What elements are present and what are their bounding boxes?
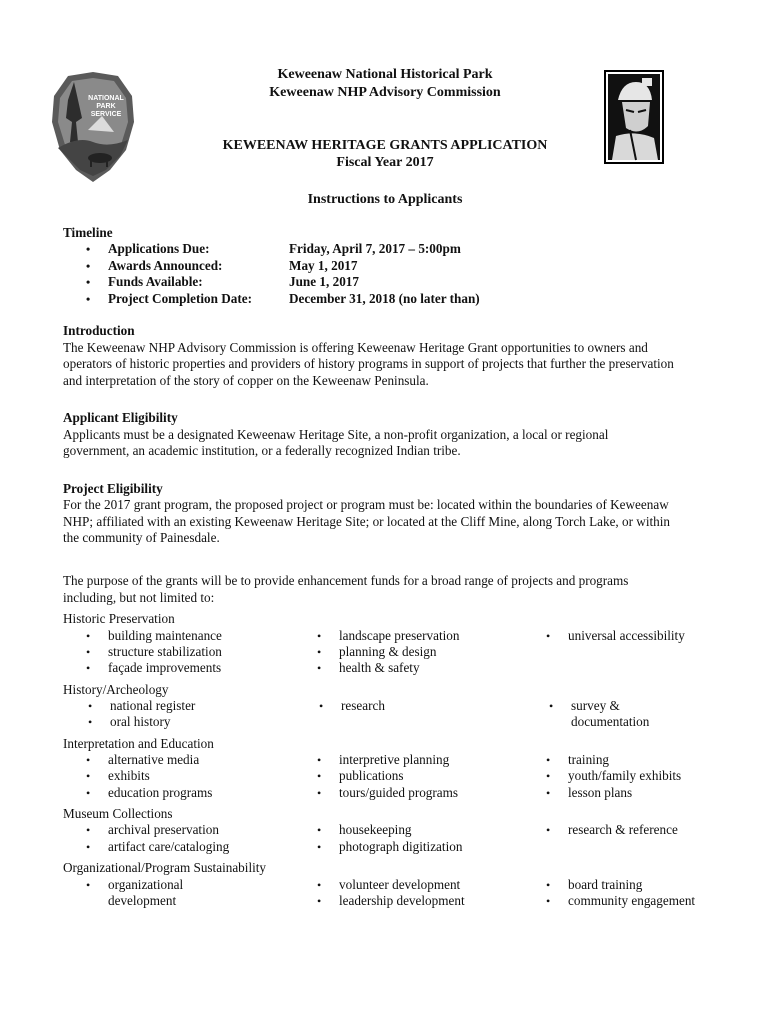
project-eligibility-line: NHP; affiliated with an existing Keweenaw Heritage Site; or located at the Cliff Mine, along Torch Lake, or within	[63, 514, 671, 529]
list-item: • landscape preservation	[339, 628, 459, 644]
list-item: • survey &	[571, 698, 620, 714]
timeline-label: • Awards Announced:	[108, 258, 222, 274]
list-item: • alternative media	[108, 752, 199, 768]
list-item: • oral history	[110, 714, 170, 730]
svg-text:SERVICE: SERVICE	[90, 111, 122, 118]
timeline-label: • Funds Available:	[108, 274, 203, 290]
list-item: • education programs	[108, 785, 212, 801]
list-item: • exhibits	[108, 768, 150, 784]
category-heading: Historic Preservation	[63, 611, 175, 626]
timeline-value: June 1, 2017	[289, 274, 359, 289]
category-heading: Interpretation and Education	[63, 736, 214, 751]
timeline-value: Friday, April 7, 2017 – 5:00pm	[289, 241, 461, 256]
introduction-line: The Keweenaw NHP Advisory Commission is offering Keweenaw Heritage Grant opportunities to owners and	[63, 340, 648, 355]
timeline-label: • Project Completion Date:	[108, 291, 252, 307]
project-eligibility-heading: Project Eligibility	[63, 481, 163, 496]
project-eligibility-line: For the 2017 grant program, the proposed project or program must be: located within the boundaries of Keweenaw	[63, 497, 669, 512]
timeline-value: May 1, 2017	[289, 258, 358, 273]
list-item: • lesson plans	[568, 785, 632, 801]
fiscal-year: Fiscal Year 2017	[336, 155, 434, 170]
category-heading: Organizational/Program Sustainability	[63, 860, 267, 875]
list-item-continuation: documentation	[571, 714, 650, 729]
list-item: • volunteer development	[339, 877, 460, 893]
introduction-line: and interpretation of the story of copper on the Keweenaw Peninsula.	[63, 373, 429, 388]
introduction-line: operators of historic properties and providers of history programs in support of projects that further the preservation	[63, 356, 674, 371]
list-item: • universal accessibility	[568, 628, 685, 644]
list-item: • leadership development	[339, 893, 465, 909]
project-eligibility-line: the community of Painesdale.	[63, 530, 220, 545]
timeline-heading: Timeline	[63, 225, 113, 240]
applicant-eligibility-line: government, an academic institution, or a federally recognized Indian tribe.	[63, 443, 461, 458]
category-heading: Museum Collections	[63, 806, 173, 821]
list-item-continuation: development	[108, 893, 177, 908]
list-item: • organizational	[108, 877, 183, 893]
list-item: • youth/family exhibits	[568, 768, 681, 784]
list-item: • structure stabilization	[108, 644, 222, 660]
introduction-heading: Introduction	[63, 323, 135, 338]
list-item: • publications	[339, 768, 403, 784]
list-item: • research & reference	[568, 822, 678, 838]
list-item: • artifact care/cataloging	[108, 839, 229, 855]
list-item: • community engagement	[568, 893, 695, 909]
list-item: • photograph digitization	[339, 839, 462, 855]
svg-text:NATIONAL: NATIONAL	[88, 95, 124, 102]
list-item: • interpretive planning	[339, 752, 449, 768]
list-item: • planning & design	[339, 644, 436, 660]
list-item: • board training	[568, 877, 642, 893]
instructions-heading: Instructions to Applicants	[307, 192, 463, 207]
purpose-line: including, but not limited to:	[63, 590, 215, 605]
category-heading: History/Archeology	[63, 682, 169, 697]
commission-name: Keweenaw NHP Advisory Commission	[269, 85, 501, 100]
list-item: • training	[568, 752, 609, 768]
list-item: • health & safety	[339, 660, 420, 676]
list-item: • research	[341, 698, 385, 714]
list-item: • building maintenance	[108, 628, 222, 644]
applicant-eligibility-line: Applicants must be a designated Keweenaw Heritage Site, a non-profit organization, a local or regional	[63, 427, 609, 442]
timeline-label: • Applications Due:	[108, 241, 209, 257]
list-item: • national register	[110, 698, 195, 714]
purpose-line: The purpose of the grants will be to provide enhancement funds for a broad range of projects and programs	[63, 573, 629, 588]
svg-text:PARK: PARK	[96, 103, 116, 110]
list-item: • housekeeping	[339, 822, 412, 838]
list-item: • façade improvements	[108, 660, 221, 676]
timeline-value: December 31, 2018 (no later than)	[289, 291, 480, 306]
park-name: Keweenaw National Historical Park	[277, 67, 493, 82]
list-item: • tours/guided programs	[339, 785, 458, 801]
list-item: • archival preservation	[108, 822, 219, 838]
applicant-eligibility-heading: Applicant Eligibility	[63, 410, 178, 425]
application-title: KEWEENAW HERITAGE GRANTS APPLICATION	[222, 138, 548, 153]
